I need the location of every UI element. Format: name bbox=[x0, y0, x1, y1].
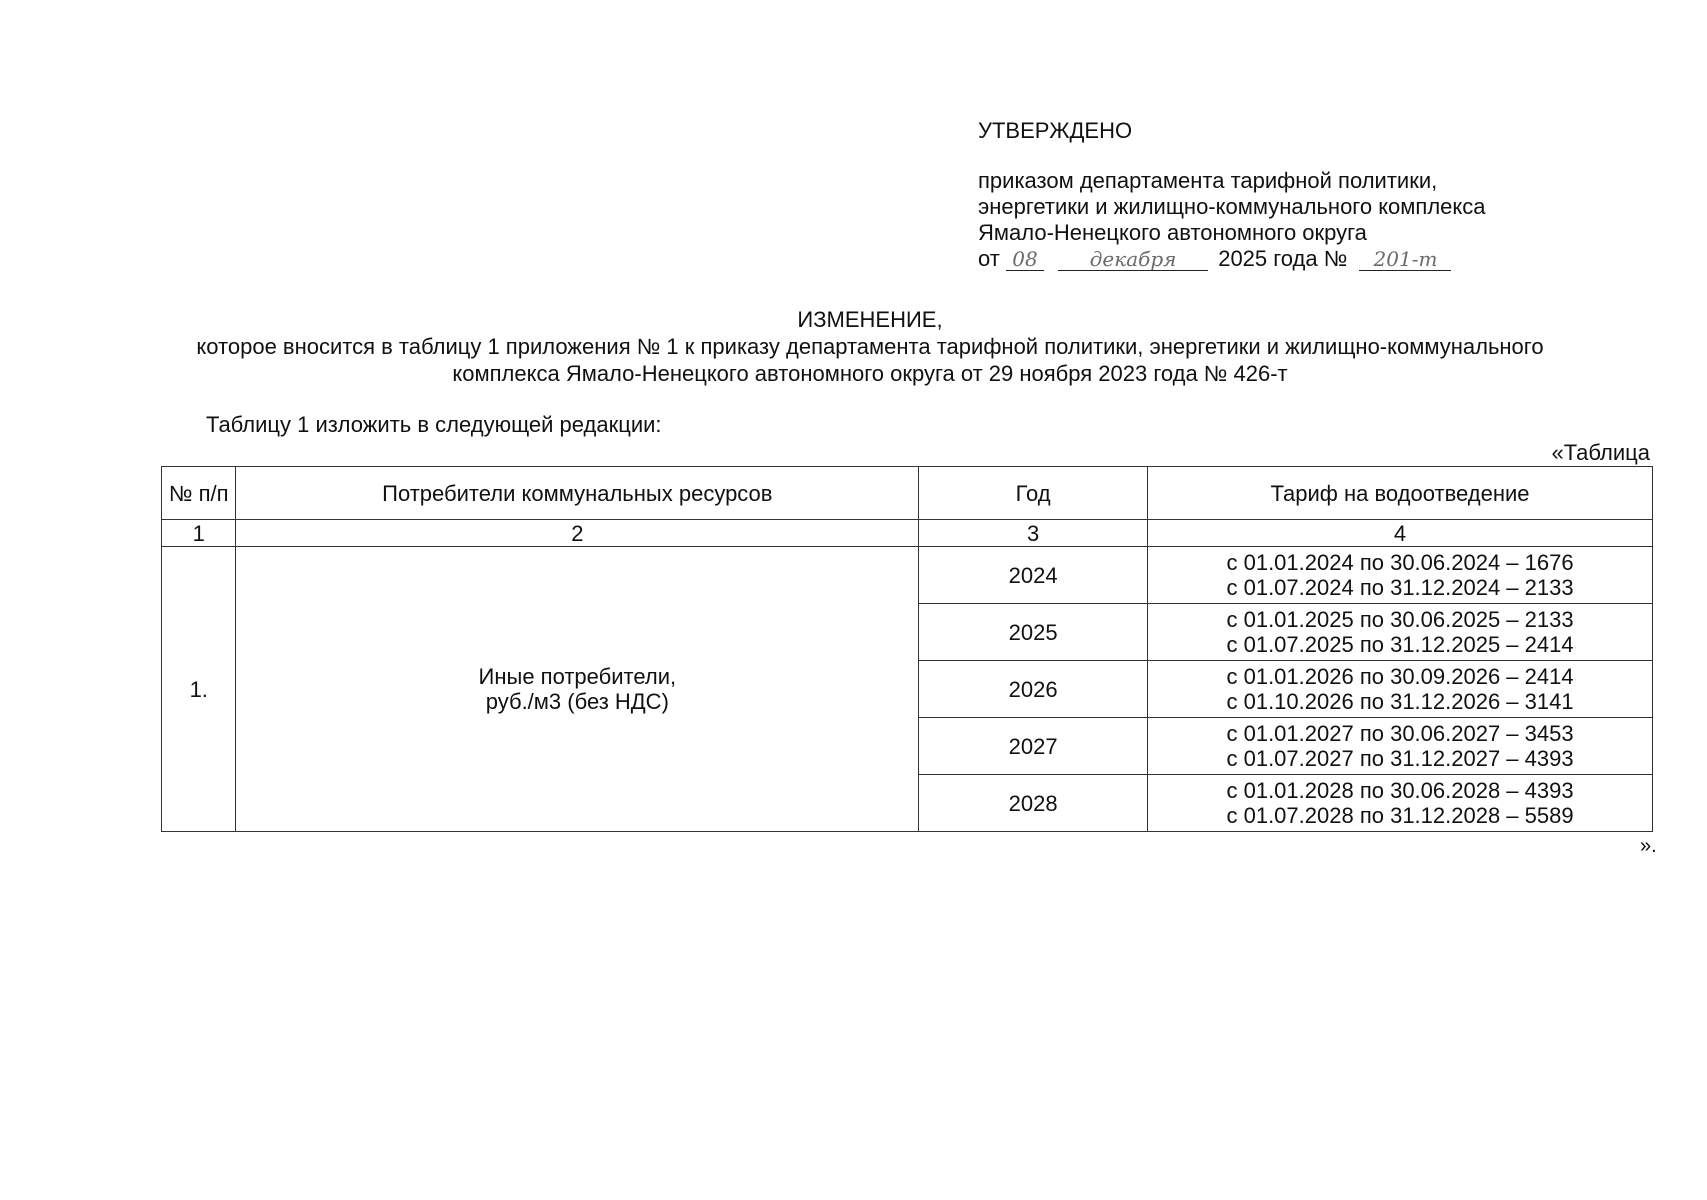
table-row bbox=[162, 547, 1653, 604]
title-line-2: комплекса Ямало-Ненецкого автономного округа от 29 ноября 2023 года № 426-т bbox=[452, 361, 1288, 386]
tariff-cell bbox=[1148, 718, 1653, 775]
tariff-cell bbox=[1148, 604, 1653, 661]
numbering-cell-2: 2 bbox=[236, 520, 919, 547]
consumer-line-2: руб./м3 (без НДС) bbox=[485, 689, 669, 714]
date-prefix: от bbox=[978, 246, 1000, 271]
tariff-period-2: с 01.07.2028 по 31.12.2028 – 5589 bbox=[1226, 803, 1574, 828]
numbering-cell-3: 3 bbox=[919, 520, 1148, 547]
tariff-table bbox=[161, 466, 1653, 832]
year-cell: 2027 bbox=[919, 718, 1148, 775]
tariff-period-2: с 01.07.2024 по 31.12.2024 – 2133 bbox=[1226, 575, 1574, 600]
year-cell: 2026 bbox=[919, 661, 1148, 718]
closing-quote: ». bbox=[1640, 835, 1657, 857]
tariff-period-2: с 01.07.2027 по 31.12.2027 – 4393 bbox=[1226, 746, 1574, 771]
tariff-period-2: с 01.10.2026 по 31.12.2026 – 3141 bbox=[1226, 689, 1574, 714]
consumer-line-1: Иные потребители, bbox=[478, 664, 677, 689]
header-consumers: Потребители коммунальных ресурсов bbox=[236, 467, 919, 520]
approval-heading: УТВЕРЖДЕНО bbox=[978, 118, 1133, 143]
table-numbering-row bbox=[162, 520, 1653, 547]
tariff-period-1: с 01.01.2024 по 30.06.2024 – 1676 bbox=[1226, 550, 1574, 575]
title-heading: ИЗМЕНЕНИЕ, bbox=[797, 307, 943, 332]
year-cell: 2024 bbox=[919, 547, 1148, 604]
handwritten-day: 08 bbox=[1006, 248, 1044, 271]
tariff-cell bbox=[1148, 547, 1653, 604]
approval-date-row bbox=[978, 246, 1486, 272]
year-cell: 2028 bbox=[919, 775, 1148, 832]
header-number bbox=[162, 467, 236, 520]
tariff-period-1: с 01.01.2026 по 30.09.2026 – 2414 bbox=[1226, 664, 1574, 689]
approval-line-3: Ямало-Ненецкого автономного округа bbox=[978, 220, 1367, 245]
numbering-cell-4: 4 bbox=[1148, 520, 1653, 547]
header-year: Год bbox=[919, 467, 1148, 520]
approval-line-2: энергетики и жилищно-коммунального комплекса bbox=[978, 194, 1486, 219]
table-label: «Таблица bbox=[1551, 440, 1650, 465]
tariff-period-1: с 01.01.2027 по 30.06.2027 – 3453 bbox=[1226, 721, 1574, 746]
approval-line-1: приказом департамента тарифной политики, bbox=[978, 168, 1438, 193]
document-title bbox=[100, 306, 1640, 387]
tariff-period-1: с 01.01.2028 по 30.06.2028 – 4393 bbox=[1226, 778, 1574, 803]
row-number: 1. bbox=[162, 547, 236, 832]
consumer-cell bbox=[236, 547, 919, 832]
title-line-1: которое вносится в таблицу 1 приложения № 1 к приказу департамента тарифной политики, энергетики и жилищно-коммунального bbox=[196, 334, 1544, 359]
table-header-row bbox=[162, 467, 1653, 520]
tariff-period-2: с 01.07.2025 по 31.12.2025 – 2414 bbox=[1226, 632, 1574, 657]
numbering-cell-1: 1 bbox=[162, 520, 236, 547]
approval-block bbox=[978, 118, 1486, 272]
header-tariff: Тариф на водоотведение bbox=[1148, 467, 1653, 520]
intro-text: Таблицу 1 изложить в следующей редакции: bbox=[206, 412, 662, 437]
tariff-cell bbox=[1148, 661, 1653, 718]
year-text: 2025 года № bbox=[1218, 246, 1348, 271]
header-number-label: № п/п bbox=[168, 480, 229, 506]
handwritten-order-number: 201-т bbox=[1359, 248, 1451, 271]
tariff-period-1: с 01.01.2025 по 30.06.2025 – 2133 bbox=[1226, 607, 1574, 632]
tariff-cell bbox=[1148, 775, 1653, 832]
year-cell: 2025 bbox=[919, 604, 1148, 661]
handwritten-month: декабря bbox=[1058, 248, 1208, 271]
